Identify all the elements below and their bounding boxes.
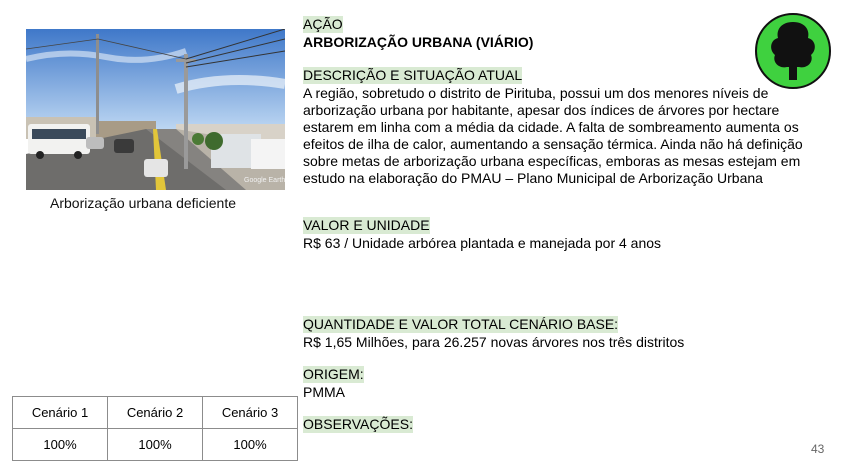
action-title: ARBORIZAÇÃO URBANA (VIÁRIO)	[303, 34, 534, 50]
table-header-row	[13, 397, 298, 429]
scenario-table	[12, 396, 298, 461]
acao-section	[303, 16, 823, 51]
valor-label: VALOR E UNIDADE	[303, 217, 430, 233]
origem-text: PMMA	[303, 384, 345, 400]
table-header-cell: Cenário 2	[108, 397, 203, 429]
table-cell: 100%	[13, 429, 108, 461]
observacoes-section	[303, 416, 823, 434]
descricao-text: A região, sobretudo o distrito de Pirituba, possui um dos menores níveis de arborização urbana por habitante, apesar dos índices de árvores por hectare estarem em linha com a média da cidade. A falta de sombreamento aumenta os efeitos de ilha de calor, aumentando a sensação térmica. Ainda não há definição sobre metas de arborização urbana específicas, emboras as mesas estejam em estudo na elaboração do PMAU – Plano Municipal de Arborização Urbana	[303, 85, 803, 186]
descricao-section	[303, 67, 823, 187]
valor-section	[303, 217, 823, 252]
origem-section	[303, 366, 823, 401]
page-number: 43	[811, 442, 825, 456]
acao-label: AÇÃO	[303, 16, 343, 32]
table-cell: 100%	[108, 429, 203, 461]
table-cell: 100%	[203, 429, 298, 461]
tree-icon	[754, 12, 832, 90]
table-header-cell: Cenário 1	[13, 397, 108, 429]
photo-watermark: Google Earth	[244, 177, 285, 184]
origem-label: ORIGEM:	[303, 366, 364, 382]
photo-caption: Arborização urbana deficiente	[50, 195, 237, 211]
observacoes-label: OBSERVAÇÕES:	[303, 416, 413, 432]
quantidade-label: QUANTIDADE E VALOR TOTAL CENÁRIO BASE:	[303, 316, 619, 332]
valor-text: R$ 63 / Unidade arbórea plantada e manejada por 4 anos	[303, 235, 662, 251]
street-photo	[26, 29, 285, 190]
descricao-label: DESCRIÇÃO E SITUAÇÃO ATUAL	[303, 67, 523, 83]
table-row	[13, 429, 298, 461]
quantidade-section	[303, 316, 823, 351]
quantidade-text: R$ 1,65 Milhões, para 26.257 novas árvores nos três distritos	[303, 334, 685, 350]
table-header-cell: Cenário 3	[203, 397, 298, 429]
